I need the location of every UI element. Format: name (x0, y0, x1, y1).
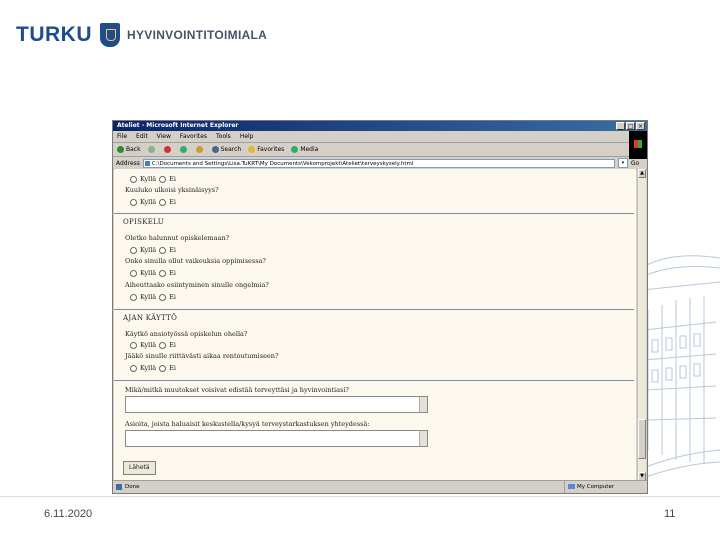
go-button[interactable]: Go (630, 159, 640, 167)
menu-file[interactable]: File (117, 133, 128, 140)
radio-label: Ei (169, 293, 176, 301)
scroll-up-arrow-icon[interactable]: ▲ (638, 169, 646, 178)
radio-no[interactable] (159, 294, 166, 301)
scroll-down-arrow-icon[interactable]: ▼ (638, 472, 646, 481)
status-bar (113, 480, 647, 493)
ie-browser-window (112, 120, 648, 494)
slide-date: 6.11.2020 (44, 508, 93, 520)
radio-yes[interactable] (130, 199, 137, 206)
radio-label: Ei (169, 175, 176, 183)
crest-icon (100, 23, 120, 47)
radio-label: Ei (169, 364, 176, 372)
menu-view[interactable]: View (156, 133, 171, 140)
section-divider (114, 309, 634, 310)
radio-label: Kyllä (140, 246, 157, 254)
section-divider (114, 380, 634, 381)
title-bar (113, 121, 647, 131)
address-dropdown-icon[interactable]: ▾ (618, 158, 628, 168)
textarea-scrollbar[interactable] (419, 431, 427, 446)
turku-logo (16, 22, 267, 48)
media-icon (291, 146, 298, 153)
menu-help[interactable]: Help (239, 133, 254, 140)
radio-group (130, 364, 176, 372)
radio-group (130, 246, 176, 254)
stop-button[interactable] (164, 143, 173, 156)
menu-bar (113, 131, 647, 143)
maximize-button[interactable]: □ (627, 123, 634, 130)
radio-no[interactable] (159, 365, 166, 372)
radio-group (130, 341, 176, 349)
radio-yes[interactable] (130, 294, 137, 301)
radio-label: Ei (169, 246, 176, 254)
radio-label: Ei (169, 198, 176, 206)
radio-no[interactable] (159, 199, 166, 206)
question-text: Kuuluko ulkoisi yksinäisyys? (125, 186, 219, 194)
home-icon (196, 146, 203, 153)
radio-yes[interactable] (130, 247, 137, 254)
question-text: Oletko halunnut opiskelemaan? (125, 234, 230, 242)
radio-yes[interactable] (130, 365, 137, 372)
radio-label: Kyllä (140, 341, 157, 349)
search-icon (212, 146, 219, 153)
logo-text: TURKU (16, 23, 92, 46)
favorites-label: Favorites (257, 146, 285, 153)
back-button[interactable] (117, 143, 141, 156)
textarea-scrollbar[interactable] (419, 397, 427, 412)
toolbar (113, 143, 647, 157)
slide-page-number: 11 (664, 508, 676, 520)
page-content (114, 169, 636, 481)
radio-label: Kyllä (140, 198, 157, 206)
minimize-button[interactable]: _ (616, 122, 625, 130)
footer-divider (0, 496, 720, 497)
radio-label: Kyllä (140, 175, 157, 183)
question-text: Aiheuttaako esiintyminen sinulle ongelmia? (125, 281, 269, 289)
window-title: Ateliet - Microsoft Internet Explorer (117, 122, 239, 129)
scroll-thumb[interactable] (638, 419, 646, 459)
radio-label: Kyllä (140, 293, 157, 301)
question-text: Mikä/mitkä muutokset voisivat edistää terveyttäsi ja hyvinvointiasi? (125, 386, 349, 394)
search-button[interactable] (212, 143, 242, 156)
radio-label: Ei (169, 269, 176, 277)
section-title-study: OPISKELU (123, 218, 164, 226)
send-button[interactable]: Lähetä (123, 461, 156, 475)
back-label: Back (126, 146, 141, 153)
stop-icon (164, 146, 171, 153)
question-text: Käytkö ansiotyössä opiskelun ohella? (125, 330, 248, 338)
radio-yes[interactable] (130, 270, 137, 277)
topics-textarea[interactable] (125, 430, 428, 447)
radio-label: Kyllä (140, 364, 157, 372)
radio-label: Ei (169, 341, 176, 349)
home-button[interactable] (196, 143, 205, 156)
radio-yes[interactable] (130, 342, 137, 349)
forward-arrow-icon (148, 146, 155, 153)
radio-no[interactable] (159, 247, 166, 254)
radio-group (130, 293, 176, 301)
section-divider (114, 213, 634, 214)
forward-button[interactable] (148, 143, 157, 156)
menu-tools[interactable]: Tools (216, 133, 231, 140)
status-zone: My Computer (564, 481, 647, 493)
changes-textarea[interactable] (125, 396, 428, 413)
close-button[interactable]: × (637, 123, 644, 130)
radio-yes[interactable] (130, 176, 137, 183)
radio-no[interactable] (159, 270, 166, 277)
address-label: Address (116, 159, 140, 167)
section-title-time: AJAN KÄYTTÖ (123, 314, 178, 322)
star-icon (248, 146, 255, 153)
favorites-button[interactable] (248, 143, 284, 156)
radio-no[interactable] (159, 176, 166, 183)
question-text: Jääkö sinulle riittävästi aikaa rentoutumiseen? (125, 352, 279, 360)
status-text: Done (113, 481, 564, 493)
question-text: Onko sinulla ollut vaikeuksia oppimisessa? (125, 257, 266, 265)
radio-group (130, 198, 176, 206)
refresh-icon (180, 146, 187, 153)
menu-edit[interactable]: Edit (136, 133, 148, 140)
media-label: Media (300, 146, 319, 153)
vertical-scrollbar[interactable] (637, 169, 646, 481)
media-button[interactable] (291, 143, 318, 156)
address-input[interactable]: C:\Documents and Settings\Lisa.TuKRT\My Documents\Vekomprojekt\Ateliet\terveyskysely.html (143, 159, 615, 168)
back-arrow-icon (117, 146, 124, 153)
menu-favorites[interactable]: Favorites (179, 133, 208, 140)
question-text: Asioita, joista haluaisit keskustella/kysyä terveystarkastuksen yhteydessä: (125, 420, 370, 428)
refresh-button[interactable] (180, 143, 189, 156)
radio-group (130, 175, 176, 183)
radio-label: Kyllä (140, 269, 157, 277)
search-label: Search (220, 146, 242, 153)
radio-group (130, 269, 176, 277)
radio-no[interactable] (159, 342, 166, 349)
logo-subtitle: HYVINVOINTITOIMIALA (127, 28, 268, 42)
windows-logo-icon (629, 131, 647, 159)
